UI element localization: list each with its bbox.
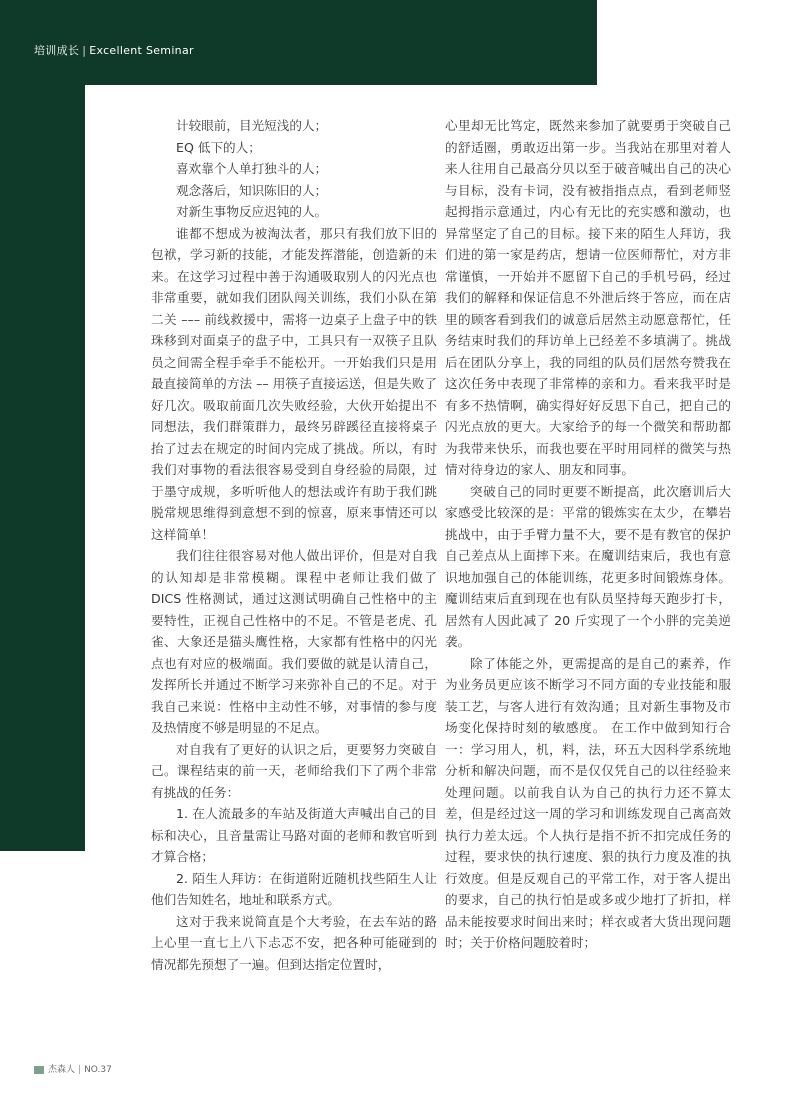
paragraph: 除了体能之外，更需提高的是自己的素养，作为业务员更应该不断学习不同方面的专业技能和服装工艺，与客人进行有效沟通；且对新生事物及市场变化保持时刻的敏感度。 在工作中做到知行合一：学习用人，机，料，法，环五大因科学系统地分析和解决问题，而不是仅仅凭自己的以往经验来处理问题。以前我自认为自己的执行力还不算太差，但是经过这一周的学习和训练发现自己离高效执行力差太远。个人执行是指不折不扣完成任务的过程，要求快的执行速度、狠的执行力度及准的执行效度。但是反观自己的平常工作，对于客人提出的要求，自己的执行怕是或多或少地打了折扣，样品未能按要求时间出来时；样衣或者大货出现问题时；关于价格问题胶着时； <box>445 655 731 950</box>
paragraph: 突破自己的同时更要不断提高，此次磨训后大家感受比较深的是：平常的锻炼实在太少，在攀岩挑战中，由于手臂力量不大，要不是有教官的保护自己差点从上面摔下来。在魔训结束后，我也有意识地加强自己的体能训练，花更多时间锻炼身体。魔训结束后直到现在也有队员坚持每天跑步打卡，居然有人因此减了 20 斤实现了一个小胖的完美逆袭。 <box>445 483 731 649</box>
paragraph: 心里却无比笃定，既然来参加了就要勇于突破自己的舒适圈，勇敢迈出第一步。当我站在那里对着人来人往用自己最高分贝以至于破音喊出自己的决心与目标，没有卡词，没有被指指点点，看到老师竖起拇指示意通过，内心有无比的充实感和激动，也异常坚定了自己的目标。接下来的陌生人拜访，我们进的第一家是药店，想请一位医师帮忙，对方非常谨慎，一开始并不愿留下自己的手机号码，经过我们的解释和保证信息不外泄后终于答应，而在店里的顾客看到我们的诚意后居然主动愿意帮忙，任务结束时我们的拜访单上已经差不多填满了。挑战后在团队分享上，我的同组的队员们居然夸赞我在这次任务中表现了非常棒的亲和力。看来我平时是有多不热情啊，确实得好好反思下自己，把自己的闪光点放的更大。大家给予的每一个微笑和帮助都为我带来快乐，而我也要在平时用同样的微笑与热情对待身边的家人、朋友和同事。 <box>445 118 731 477</box>
footer-separator: | <box>78 1065 82 1075</box>
paragraph: 对自我有了更好的认识之后，更要努力突破自己。课程结束的前一天，老师给我们下了两个非常有挑战的任务： <box>151 741 437 800</box>
page-footer <box>34 1062 112 1075</box>
paragraph: 这对于我来说简直是个大考验，在去车站的路上心里一直七上八下忐忑不安，把各种可能碰到的情况都先预想了一遍。但到达指定位置时， <box>151 913 437 972</box>
paragraph: 观念落后，知识陈旧的人； <box>176 182 328 198</box>
paragraph: 1. 在人流最多的车站及街道大声喊出自己的目标和决心，且音量需让马路对面的老师和教官听到才算合格； <box>151 806 437 864</box>
section-header <box>34 42 194 58</box>
section-title-en: Excellent Seminar <box>89 44 194 57</box>
paragraph: EQ 低下的人； <box>176 139 261 155</box>
paragraph: 对新生事物反应迟钝的人。 <box>176 204 328 219</box>
paragraph: 我们往往很容易对他人做出评价，但是对自我的认知却是非常模糊。课程中老师让我们做了 DICS 性格测试，通过这测试明确自己性格中的主要特性，正视自己性格中的不足。不管是老虎、孔雀、大象还是猫头鹰性格，大家都有性格中的闪光点也有对应的极端面。我们要做的就是认清自己，发挥所长并通过不断学习来弥补自己的不足。对于我自己来说：性格中主动性不够，对事情的参与度及热情度不够是明显的不足点。 <box>151 548 437 735</box>
magazine-name: 杰森人 <box>48 1065 76 1075</box>
left-column <box>151 115 437 975</box>
header-separator: | <box>82 44 87 57</box>
paragraph: 喜欢靠个人单打独斗的人； <box>176 161 328 176</box>
paragraph: 谁都不想成为被淘汰者，那只有我们放下旧的包袱，学习新的技能，才能发挥潜能，创造新的未来。在这学习过程中善于沟通吸取别人的闪光点也非常重要，就如我们团队闯关训练，我们小队在第二关 ––– 前线救援中，需将一边桌子上盘子中的铁珠移到对面桌子的盘子中，工具只有一双筷子且队员之间需全程手牵手不能松开。一开始我们只是用最直接简单的方法 –– 用筷子直接运送，但是失败了好几次。吸取前面几次失败经验，大伙开始提出不同想法，我们群策群力，最终另辟蹊径直接将桌子抬了过去在规定的时间内完成了挑战。所以，有时我们对事物的看法很容易受到自身经验的局限，过于墨守成规，多听听他人的想法或许有助于我们跳脱常规思维得到意想不到的惊喜，原来事情还可以这样简单！ <box>151 225 437 542</box>
issue-number: NO.37 <box>84 1065 112 1075</box>
section-title-cn: 培训成长 <box>34 44 80 57</box>
right-column <box>445 115 731 954</box>
paragraph: 2. 陌生人拜访：在街道附近随机找些陌生人让他们告知姓名，地址和联系方式。 <box>151 870 437 907</box>
paragraph: 计较眼前，目光短浅的人； <box>176 118 328 133</box>
page-number-marker <box>34 1066 44 1074</box>
article-body <box>85 85 800 1009</box>
